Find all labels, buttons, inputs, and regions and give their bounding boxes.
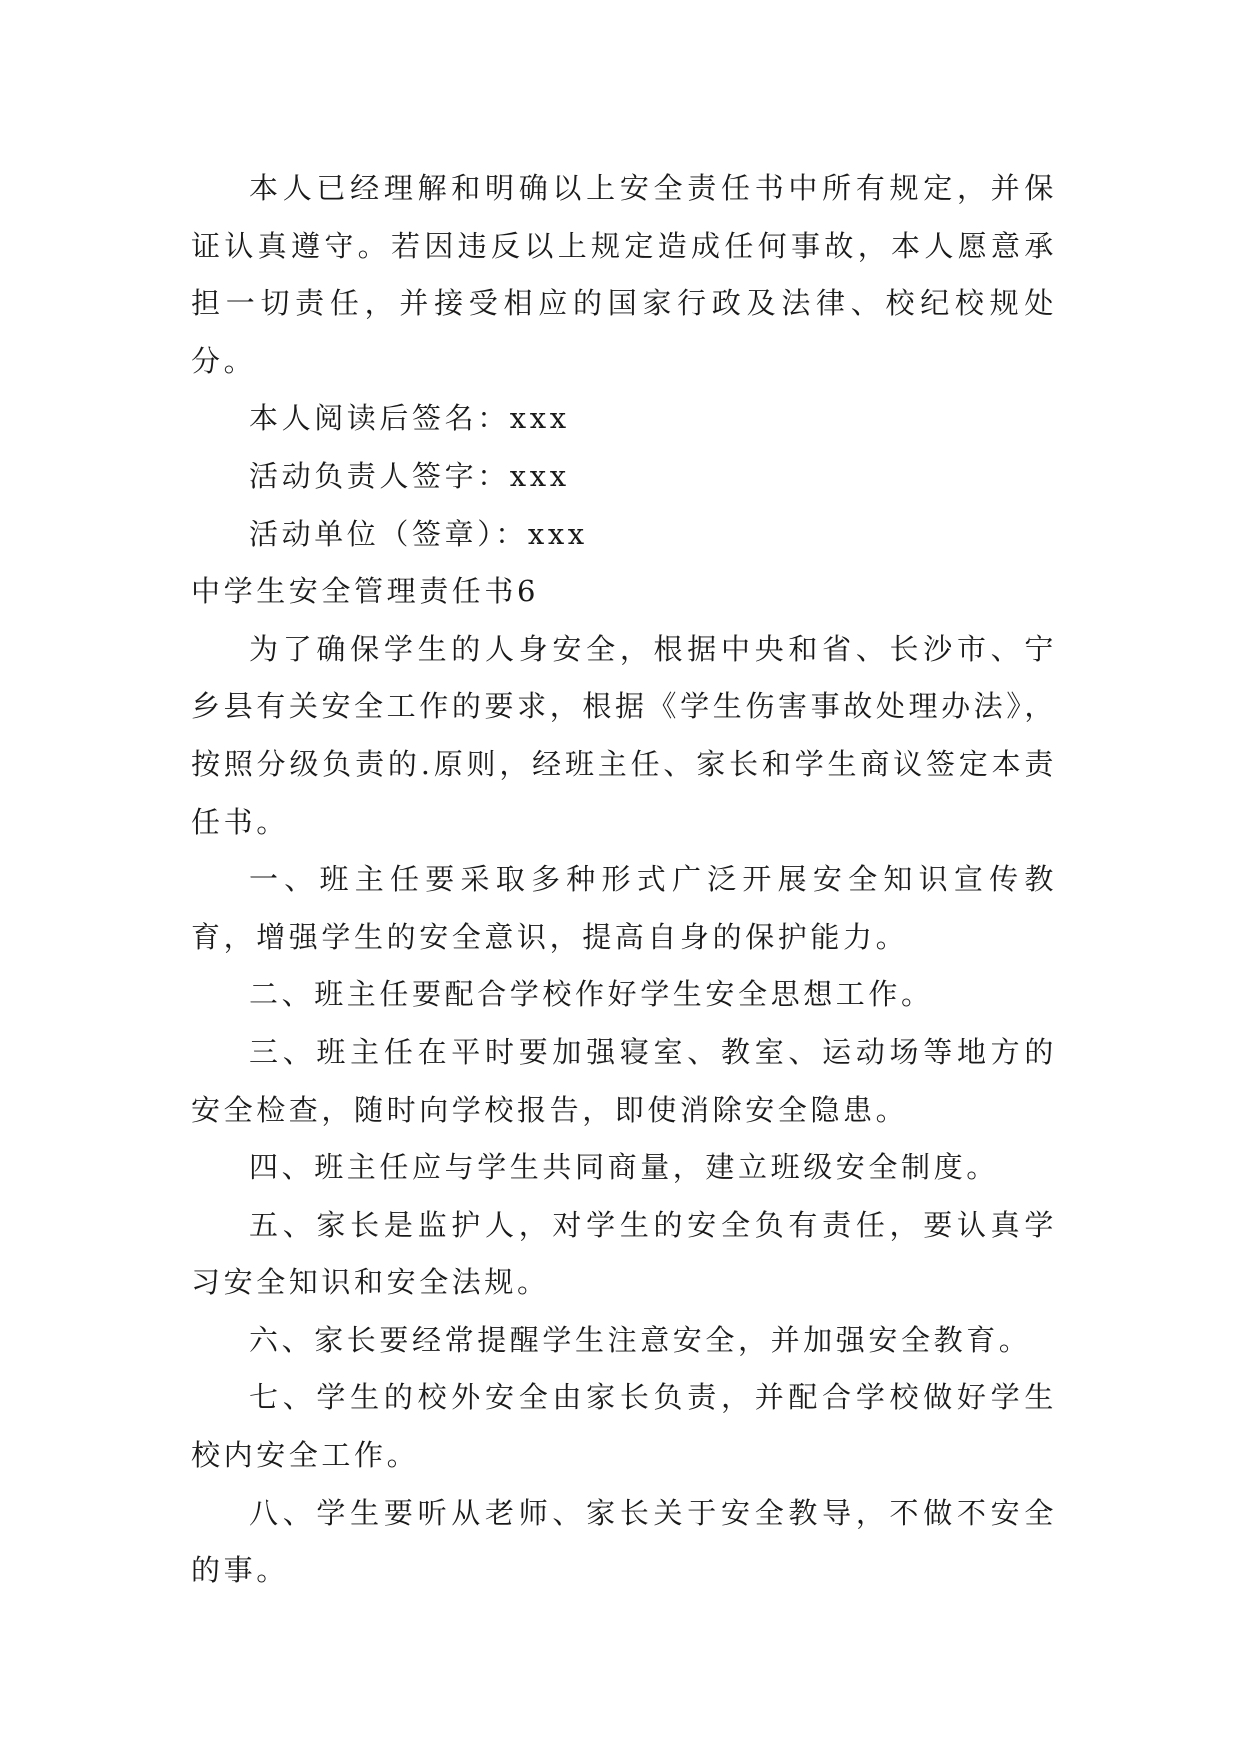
reader-signature-line: 本人阅读后签名：xxx [249,401,570,436]
clause-6: 六、家长要经常提醒学生注意安全，并加强安全教育。 [249,1322,1032,1357]
activity-leader-signature-line: 活动负责人签字：xxx [249,458,570,493]
clause-7: 七、学生的校外安全由家长负责，并配合学校做好学生校内安全工作。 [191,1380,1057,1473]
clause-4: 四、班主任应与学生共同商量，建立班级安全制度。 [249,1150,999,1185]
clause-3: 三、班主任在平时要加强寝室、教室、运动场等地方的安全检查，随时向学校报告，即使消除安全隐患。 [191,1034,1057,1127]
clause-2: 二、班主任要配合学校作好学生安全思想工作。 [249,977,934,1012]
section-title: 中学生安全管理责任书6 [191,574,540,609]
activity-unit-seal-line: 活动单位（签章）：xxx [249,516,588,551]
clause-1: 一、班主任要采取多种形式广泛开展安全知识宣传教育，增强学生的安全意识，提高自身的保护能力。 [191,862,1057,954]
intro-paragraph: 为了确保学生的人身安全，根据中央和省、长沙市、宁乡县有关安全工作的要求，根据《学生伤害事故处理办法》，按照分级负责的.原则，经班主任、家长和学生商议签定本责任书。 [191,631,1057,839]
commitment-paragraph: 本人已经理解和明确以上安全责任书中所有规定，并保证认真遵守。若因违反以上规定造成任何事故，本人愿意承担一切责任，并接受相应的国家行政及法律、校纪校规处分。 [191,171,1057,378]
document-body [191,160,1057,1600]
clause-5: 五、家长是监护人，对学生的安全负有责任，要认真学习安全知识和安全法规。 [191,1207,1057,1300]
clause-8: 八、学生要听从老师、家长关于安全教导，不做不安全的事。 [191,1495,1057,1588]
